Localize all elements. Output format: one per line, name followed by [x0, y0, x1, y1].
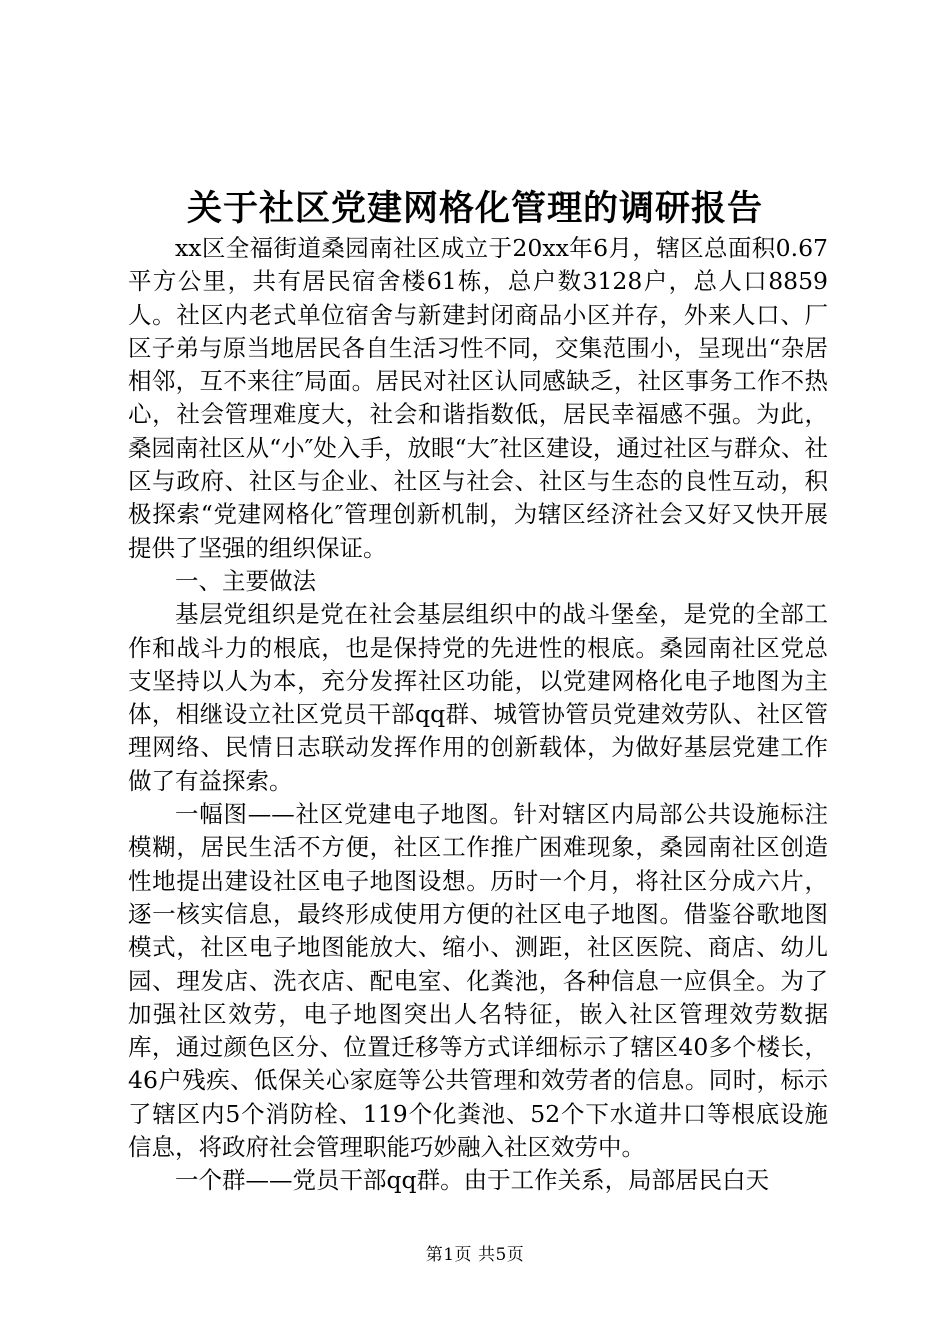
page-footer: 第1页 共5页 [425, 1245, 525, 1265]
document-title: 关于社区党建网格化管理的调研报告 [186, 188, 763, 229]
section-heading: 一、主要做法 [175, 566, 316, 595]
paragraph-electronic-map: 一幅图——社区党建电子地图。针对辖区内局部公共设施标注模糊，居民生活不方便，社区工作推广困难现象，桑园南社区创造性地提出建设社区电子地图设想。历时一个月，将社区分成六片，逐一核实信息，最终形成使用方便的社区电子地图。借鉴谷歌地图模式，社区电子地图能放大、缩小、测距，社区医院、商店、幼儿园、理发店、洗衣店、配电室、化粪池，各种信息一应俱全。为了加强社区效劳，电子地图突出人名特征，嵌入社区管理效劳数据库，通过颜色区分、位置迁移等方式详细标示了辖区40多个楼长，46户残疾、低保关心家庭等公共管理和效劳者的信息。同时，标示了辖区内5个消防栓、119个化粪池、52个下水道井口等根底设施信息，将政府社会管理职能巧妙融入社区效劳中。 [128, 800, 828, 1162]
document-body [128, 232, 828, 1198]
paragraph-party-organization: 基层党组织是党在社会基层组织中的战斗堡垒，是党的全部工作和战斗力的根底，也是保持党的先进性的根底。桑园南社区党总支坚持以人为本，充分发挥社区功能，以党建网格化电子地图为主体，相继设立社区党员干部qq群、城管协管员党建效劳队、社区管理网络、民情日志联动发挥作用的创新载体，为做好基层党建工作做了有益探索。 [128, 600, 828, 795]
paragraph-intro: xx区全福街道桑园南社区成立于20xx年6月，辖区总面积0.67平方公里，共有居民宿舍楼61栋，总户数3128户，总人口8859人。社区内老式单位宿舍与新建封闭商品小区并存，外来人口、厂区子弟与原当地居民各自生活习性不同，交集范围小，呈现出“杂居相邻，互不来往″局面。居民对社区认同感缺乏，社区事务工作不热心，社会管理难度大，社会和谐指数低，居民幸福感不强。为此，桑园南社区从“小″处入手，放眼“大″社区建设，通过社区与群众、社区与政府、社区与企业、社区与社会、社区与生态的良性互动，积极探索“党建网格化″管理创新机制，为辖区经济社会又好又快开展提供了坚强的组织保证。 [128, 234, 828, 562]
paragraph-qq-group: 一个群——党员干部qq群。由于工作关系，局部居民白天 [175, 1166, 770, 1195]
